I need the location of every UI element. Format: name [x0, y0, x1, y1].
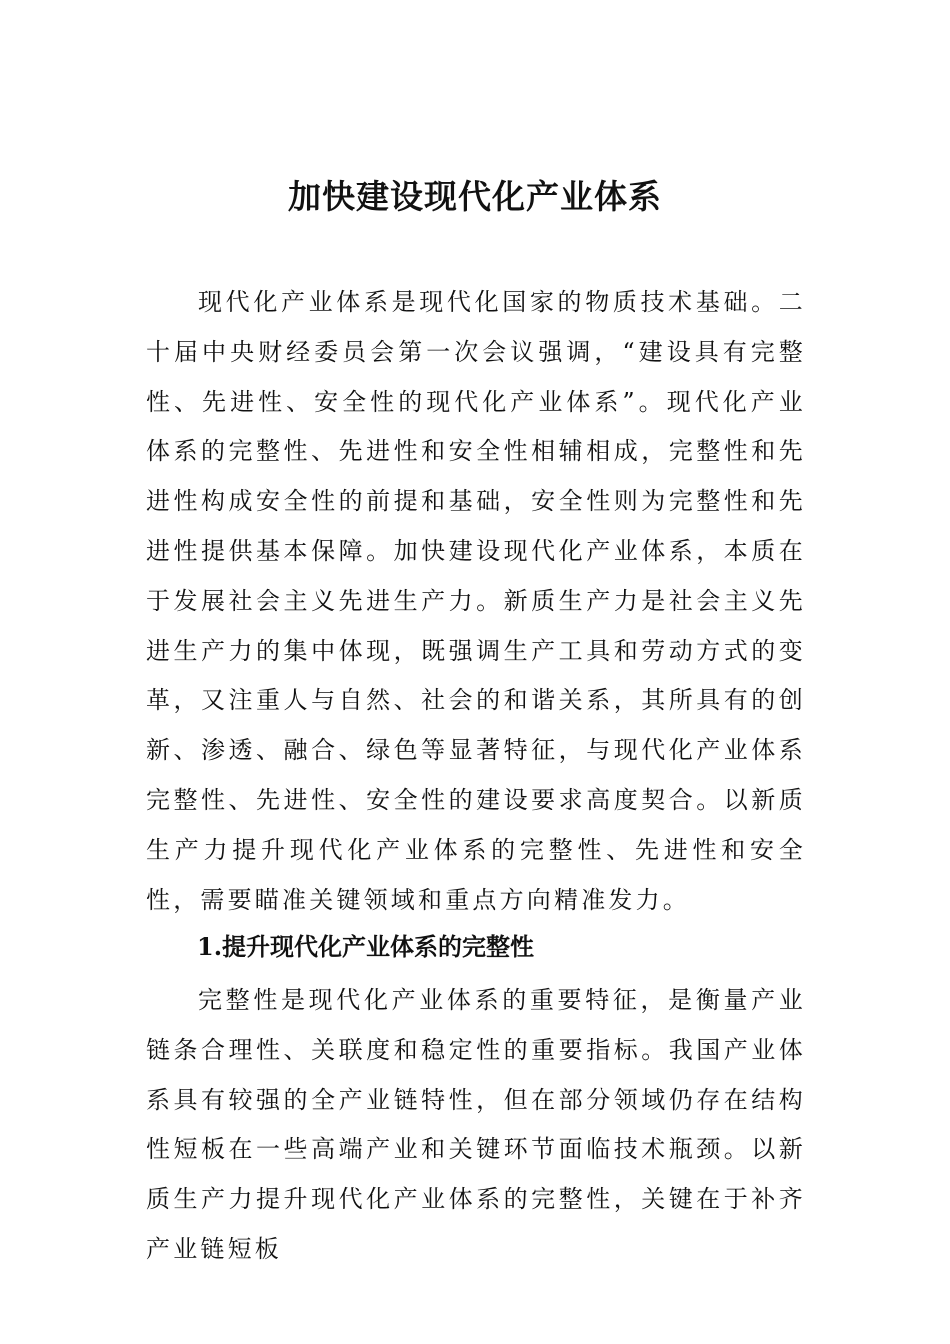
- document-title: 加快建设现代化产业体系: [288, 177, 662, 216]
- section-heading: 1.提升现代化产业体系的完整性: [197, 932, 535, 961]
- section-paragraph: 完整性是现代化产业体系的重要特征，是衡量产业链条合理性、关联度和稳定性的重要指标。我国产业体系具有较强的全产业链特性，但在部分领域仍存在结构性短板在一些高端产业和关键环节面临技术瓶颈。以新质生产力提升现代化产业体系的完整性，关键在于补齐产业链短板: [146, 986, 806, 1263]
- intro-paragraph: 现代化产业体系是现代化国家的物质技术基础。二十届中央财经委员会第一次会议强调，“建设具有完整性、先进性、安全性的现代化产业体系”。现代化产业体系的完整性、先进性和安全性相辅相成，完整性和先进性构成安全性的前提和基础，安全性则为完整性和先进性提供基本保障。加快建设现代化产业体系，本质在于发展社会主义先进生产力。新质生产力是社会主义先进生产力的集中体现，既强调生产工具和劳动方式的变革，又注重人与自然、社会的和谐关系，其所具有的创新、渗透、融合、绿色等显著特征，与现代化产业体系完整性、先进性、安全性的建设要求高度契合。以新质生产力提升现代化产业体系的完整性、先进性和安全性，需要瞄准关键领域和重点方向精准发力。: [146, 288, 806, 914]
